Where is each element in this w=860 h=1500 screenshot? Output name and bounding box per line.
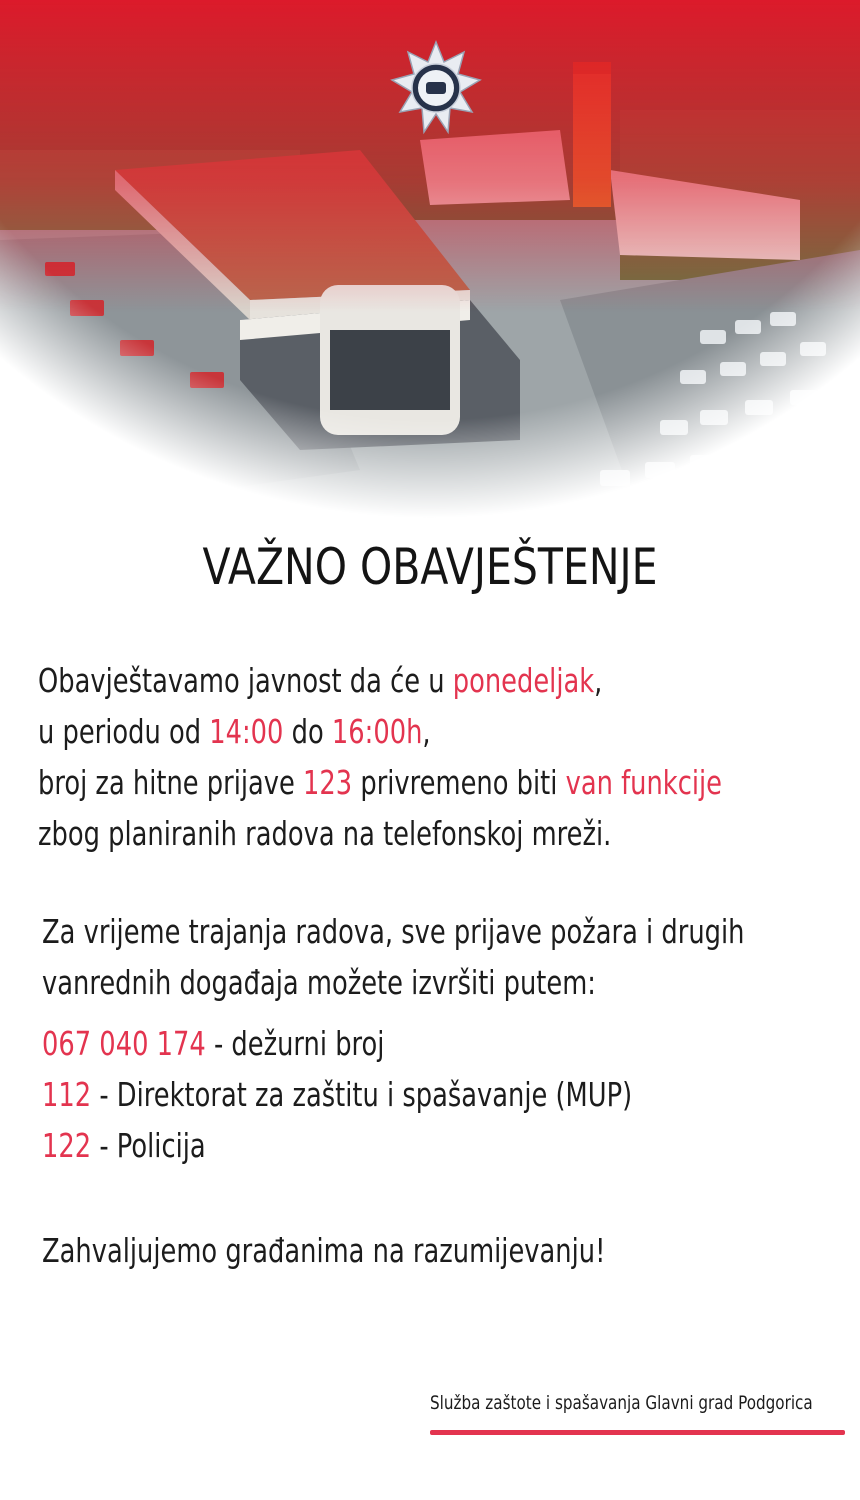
alternative-info-line-2: vanrednih događaja možete izvršiti putem: xyxy=(42,963,596,1002)
contact-number[interactable]: 112 xyxy=(42,1075,92,1114)
closing-text: Zahvaljujemo građanima na razumijevanju! xyxy=(42,1231,606,1270)
fire-brigade-logo xyxy=(388,40,484,136)
contact-label: - dežurni broj xyxy=(205,1024,385,1063)
announcement-paragraph xyxy=(38,655,818,859)
highlight-start-time: 14:00 xyxy=(209,712,284,751)
contact-number[interactable]: 067 040 174 xyxy=(42,1024,206,1063)
contact-item xyxy=(42,1069,822,1120)
footer-divider xyxy=(430,1430,845,1435)
contact-item xyxy=(42,1120,822,1171)
announcement-line-4: zbog planiranih radova na telefonskoj mreži. xyxy=(38,814,612,853)
highlight-end-time: 16:00h xyxy=(331,712,423,751)
announcement-line-2: u periodu od 14:00 do 16:00h, xyxy=(38,712,431,751)
announcement-line-3: broj za hitne prijave 123 privremeno biti van funkcije xyxy=(38,763,722,802)
highlight-emergency-number: 123 xyxy=(303,763,353,802)
highlight-day: ponedeljak xyxy=(452,661,595,700)
contact-label: - Direktorat za zaštitu i spašavanje (MUP) xyxy=(91,1075,633,1114)
page-title: VAŽNO OBAVJEŠTENJE xyxy=(202,538,658,596)
contact-label: - Policija xyxy=(91,1126,206,1165)
fire-brigade-star-emblem-icon xyxy=(388,40,484,136)
alternative-info-paragraph xyxy=(42,906,822,1008)
announcement-line-1: Obavještavamo javnost da će u ponedeljak, xyxy=(38,661,603,700)
footer-signature xyxy=(422,1392,847,1414)
footer-organization: Služba zaštote i spašavanja Glavni grad Podgorica xyxy=(430,1392,813,1414)
contact-item xyxy=(42,1018,822,1069)
highlight-out-of-order: van funkcije xyxy=(565,763,722,802)
contact-list xyxy=(42,1018,822,1171)
alternative-info-line-1: Za vrijeme trajanja radova, sve prijave požara i drugih xyxy=(42,912,745,951)
contact-number[interactable]: 122 xyxy=(42,1126,92,1165)
